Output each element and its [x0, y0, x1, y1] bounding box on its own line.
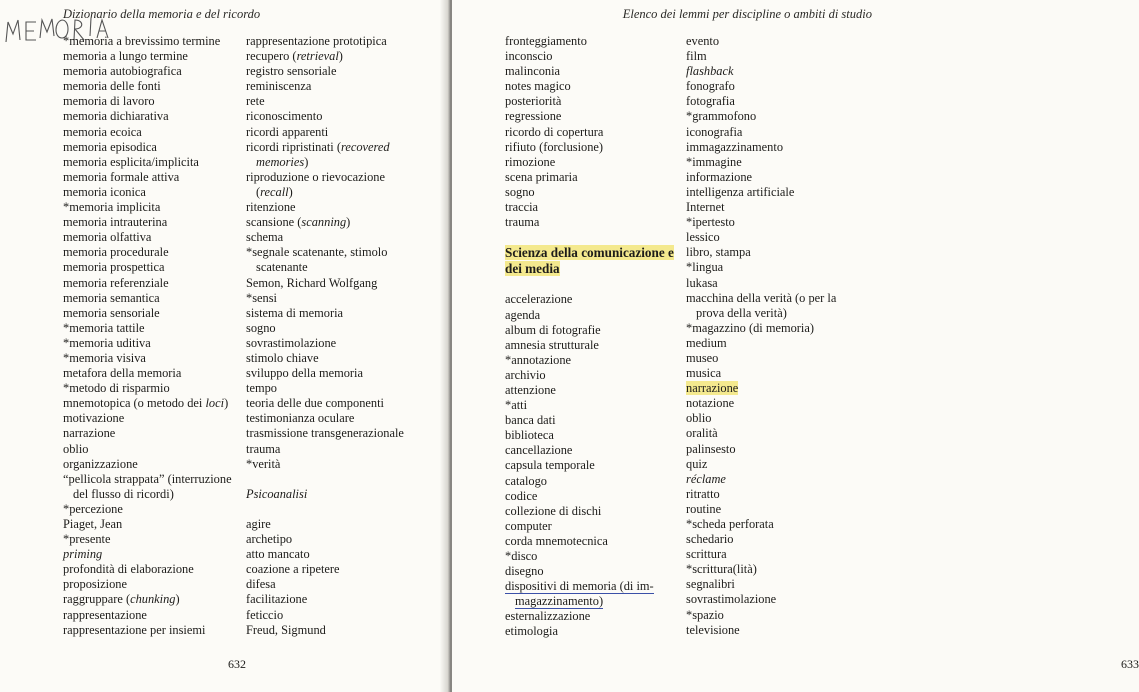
index-entry: sogno	[505, 184, 535, 199]
index-entry: ritratto	[686, 486, 720, 501]
index-entry: memoria iconica	[63, 184, 146, 199]
index-entry: catalogo	[505, 473, 547, 488]
index-entry: coazione a ripetere	[246, 562, 340, 577]
blank-line	[246, 472, 436, 487]
index-entry: macchina della verità (o per la	[686, 290, 837, 305]
index-entry: malinconia	[505, 64, 561, 79]
index-entry: rappresentazione prototipica	[246, 34, 387, 48]
index-entry: rifiuto (forclusione)	[505, 139, 604, 154]
index-entry: museo	[686, 350, 719, 365]
index-entry: *percezione	[63, 501, 123, 516]
index-entry: registro sensoriale	[246, 64, 337, 79]
index-entry: mnemotopica (o metodo dei loci)	[63, 396, 229, 411]
index-entry: *annotazione	[505, 352, 572, 367]
index-entry: collezione di dischi	[505, 503, 602, 518]
index-entry: oblio	[63, 441, 89, 456]
index-column-right-1	[505, 34, 680, 640]
index-entry: trauma	[505, 215, 540, 230]
index-entry: segnalibri	[686, 577, 735, 592]
index-entry: intelligenza artificiale	[686, 184, 795, 199]
index-entry: quiz	[686, 456, 708, 471]
page-number-right: 633	[1121, 657, 1139, 671]
index-entry: *sensi	[246, 290, 277, 305]
index-entry: *segnale scatenante, stimolo	[246, 245, 388, 260]
index-entry: priming	[63, 547, 103, 562]
index-entry: rete	[246, 94, 265, 109]
index-entry: “pellicola strappata” (interruzione	[63, 471, 232, 486]
index-entry: lukasa	[686, 275, 718, 290]
index-entry: memoria esplicita/implicita	[63, 154, 199, 169]
index-entry: ricordi ripristinati (recovered	[246, 139, 390, 154]
index-entry: accelerazione	[505, 292, 573, 307]
blank-line	[246, 502, 436, 517]
index-entry: palinsesto	[686, 441, 736, 456]
index-entry: scatenante	[256, 260, 308, 275]
index-entry: lessico	[686, 230, 720, 245]
index-entry: profondità di elaborazione	[63, 562, 194, 577]
blank-line	[505, 230, 680, 245]
index-entry: banca dati	[505, 413, 556, 428]
index-entry: memoria olfattiva	[63, 230, 152, 245]
index-entry: capsula temporale	[505, 458, 595, 473]
index-entry: magazzinamento)	[515, 594, 604, 609]
index-entry: album di fotografie	[505, 322, 601, 337]
index-entry: esternalizzazione	[505, 609, 591, 624]
index-entry: memoria di lavoro	[63, 94, 155, 109]
index-entry: informazione	[686, 169, 753, 184]
index-entry: televisione	[686, 622, 740, 637]
index-entry: libro, stampa	[686, 245, 751, 260]
index-entry: prova della verità)	[696, 305, 787, 320]
index-entry: *memoria uditiva	[63, 335, 151, 350]
index-entry: regressione	[505, 109, 562, 124]
running-head-right: Elenco dei lemmi per discipline o ambiti di studio	[622, 7, 872, 21]
index-column-left-1	[63, 34, 241, 638]
index-entry: *magazzino (di memoria)	[686, 320, 814, 335]
index-entry: musica	[686, 366, 722, 381]
index-entry: *spazio	[686, 607, 724, 622]
index-entry: memories)	[256, 154, 309, 169]
index-entry: scansione (scanning)	[246, 215, 351, 230]
index-entry: *scheda perforata	[686, 517, 774, 531]
index-entry: Internet	[686, 200, 725, 215]
index-entry: sogno	[246, 320, 276, 335]
index-entry: rimozione	[505, 154, 556, 169]
index-entry: riconoscimento	[246, 109, 323, 124]
index-entry: proposizione	[63, 577, 128, 592]
index-entry: metafora della memoria	[63, 366, 182, 381]
index-entry: fonografo	[686, 79, 735, 94]
index-entry: memoria prospettica	[63, 260, 165, 275]
index-entry: facilitazione	[246, 592, 308, 607]
index-entry: Freud, Sigmund	[246, 622, 326, 637]
index-entry: *memoria tattile	[63, 320, 145, 335]
index-entry: traccia	[505, 200, 539, 215]
index-entry: computer	[505, 518, 552, 533]
page-number-left: 632	[228, 657, 246, 671]
index-entry: scrittura	[686, 547, 727, 562]
index-entry: amnesia strutturale	[505, 337, 599, 352]
index-entry: fronteggiamento	[505, 34, 587, 48]
index-entry: del flusso di ricordi)	[73, 486, 174, 501]
index-entry: oblio	[686, 411, 712, 426]
index-entry: biblioteca	[505, 428, 554, 443]
index-entry: atto mancato	[246, 547, 310, 562]
index-entry: ritenzione	[246, 200, 296, 215]
index-entry: routine	[686, 501, 722, 516]
index-entry: inconscio	[505, 49, 553, 64]
index-entry: ricordo di copertura	[505, 124, 604, 139]
index-entry: posteriorità	[505, 94, 562, 109]
index-entry: *ipertesto	[686, 215, 735, 230]
index-entry: cancellazione	[505, 443, 573, 458]
index-entry: notes magico	[505, 79, 571, 94]
index-entry: tempo	[246, 381, 277, 396]
index-entry: riproduzione o rievocazione	[246, 169, 385, 184]
index-entry: memoria semantica	[63, 290, 160, 305]
index-entry: memoria intrauterina	[63, 215, 168, 230]
running-head-left: Dizionario della memoria e del ricordo	[63, 7, 261, 21]
index-column-right-2	[686, 34, 891, 638]
index-entry: trauma	[246, 441, 281, 456]
index-entry: rappresentazione per insiemi	[63, 622, 206, 637]
index-entry: *memoria implicita	[63, 200, 161, 215]
index-entry: Semon, Richard Wolfgang	[246, 275, 378, 290]
index-entry: difesa	[246, 577, 276, 592]
index-entry: *metodo di risparmio	[63, 381, 170, 396]
index-entry: sovrastimolazione	[686, 592, 777, 607]
index-entry: scena primaria	[505, 169, 578, 184]
index-entry: fotografia	[686, 94, 735, 109]
index-entry: raggruppare (chunking)	[63, 592, 180, 607]
index-entry: narrazione	[63, 426, 116, 441]
index-entry: medium	[686, 335, 727, 350]
index-entry: memoria autobiografica	[63, 64, 182, 79]
index-entry: memoria dichiarativa	[63, 109, 169, 124]
index-entry: memoria sensoriale	[63, 305, 160, 320]
index-entry: *disco	[505, 549, 538, 563]
index-entry: *verità	[246, 456, 281, 471]
index-entry: flashback	[686, 64, 734, 79]
left-page	[0, 0, 448, 692]
index-entry: disegno	[505, 564, 544, 579]
index-entry: *memoria a brevissimo termine	[63, 34, 221, 48]
index-entry: agire	[246, 517, 271, 531]
index-entry: dispositivi di memoria (di im-	[505, 579, 654, 594]
index-entry: *scrittura(lità)	[686, 562, 757, 577]
index-entry: trasmissione transgenerazionale	[246, 426, 404, 441]
index-entry: (recall)	[256, 184, 293, 199]
index-entry: oralità	[686, 426, 718, 441]
index-entry: Psicoanalisi	[246, 486, 308, 501]
index-entry: sviluppo della memoria	[246, 366, 363, 381]
index-entry: feticcio	[246, 607, 284, 622]
index-entry: memoria ecoica	[63, 124, 142, 139]
index-entry: rappresentazione	[63, 607, 147, 622]
index-entry: recupero (retrieval)	[246, 49, 343, 64]
index-entry: iconografia	[686, 124, 743, 139]
index-entry: *lingua	[686, 260, 724, 275]
index-column-left-2	[246, 34, 436, 638]
index-entry: motivazione	[63, 411, 125, 426]
index-entry: *presente	[63, 532, 111, 547]
section-heading	[505, 245, 680, 277]
index-entry: etimologia	[505, 624, 558, 639]
index-entry: schedario	[686, 532, 734, 547]
index-entry: memoria episodica	[63, 139, 157, 154]
index-entry: schema	[246, 230, 284, 245]
index-entry: attenzione	[505, 382, 556, 397]
index-entry: immagazzinamento	[686, 139, 784, 154]
index-entry: archivio	[505, 367, 546, 382]
index-entry: corda mnemotecnica	[505, 533, 608, 548]
index-entry: codice	[505, 488, 538, 503]
index-entry: *grammofono	[686, 109, 757, 124]
index-entry: stimolo chiave	[246, 350, 319, 365]
index-entry: notazione	[686, 396, 735, 411]
index-entry: memoria referenziale	[63, 275, 169, 290]
index-entry: memoria formale attiva	[63, 169, 180, 184]
index-entry: memoria delle fonti	[63, 79, 161, 94]
index-entry: memoria procedurale	[63, 245, 169, 260]
index-entry: archetipo	[246, 532, 293, 547]
section-heading-text: Scienza della comunicazione e dei media	[505, 245, 674, 277]
index-entry: testimonianza oculare	[246, 411, 355, 426]
index-entry: reminiscenza	[246, 79, 312, 94]
index-entry: evento	[686, 34, 720, 48]
index-entry: Piaget, Jean	[63, 517, 123, 531]
index-entry: sovrastimolazione	[246, 335, 337, 350]
blank-line	[505, 277, 680, 292]
index-entry: *memoria visiva	[63, 350, 146, 365]
index-entry: *immagine	[686, 154, 742, 169]
index-entry: *atti	[505, 398, 528, 413]
index-entry: teoria delle due componenti	[246, 396, 384, 411]
index-entry: narrazione	[686, 381, 739, 396]
index-entry: agenda	[505, 307, 541, 322]
index-entry: memoria a lungo termine	[63, 49, 188, 64]
index-entry: ricordi apparenti	[246, 124, 329, 139]
index-entry: organizzazione	[63, 456, 138, 471]
index-entry: réclame	[686, 471, 726, 486]
index-entry: film	[686, 49, 707, 64]
index-entry: sistema di memoria	[246, 305, 344, 320]
